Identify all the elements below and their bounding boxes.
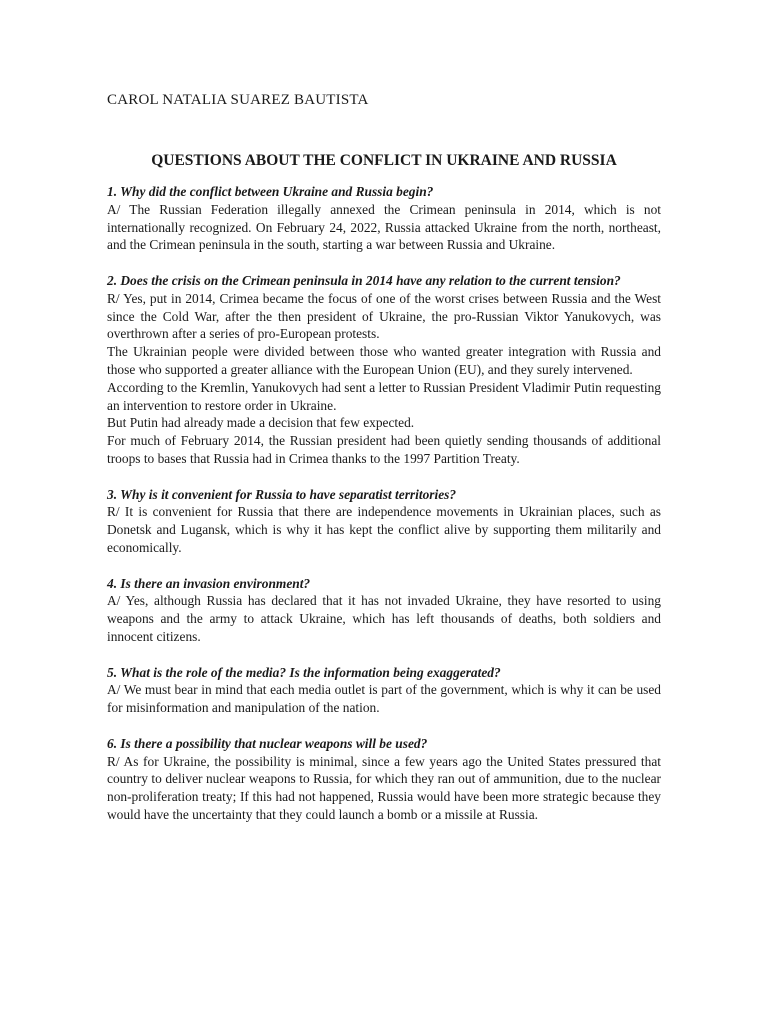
question-section-6 — [107, 735, 661, 824]
question-section-2 — [107, 272, 661, 468]
question-heading: 2. Does the crisis on the Crimean peninsula in 2014 have any relation to the current tension? — [107, 272, 621, 288]
answer-paragraph: R/ Yes, put in 2014, Crimea became the focus of one of the worst crises between Russia and the West since the Cold War, after the then president of Ukraine, the pro-Russian Viktor Yanukovych, was overthrown after a series of pro-European protests. — [107, 290, 661, 342]
page-title: QUESTIONS ABOUT THE CONFLICT IN UKRAINE AND RUSSIA — [151, 152, 617, 169]
question-section-1 — [107, 183, 661, 254]
answer-paragraph: R/ As for Ukraine, the possibility is minimal, since a few years ago the United States pressured that country to deliver nuclear weapons to Russia, for which they ran out of ammunition, due to the nuclear non-proliferation treaty; If this had not happened, Russia would have been more strategic because they would have the uncertainty that they could launch a bomb or a missile at Russia. — [107, 753, 661, 822]
question-heading: 5. What is the role of the media? Is the information being exaggerated? — [107, 664, 501, 680]
question-heading: 1. Why did the conflict between Ukraine and Russia begin? — [107, 184, 434, 199]
answer-paragraph: A/ The Russian Federation illegally annexed the Crimean peninsula in 2014, which is not internationally recognized. On February 24, 2022, Russia attacked Ukraine from the north, northeast, and the Crimean peninsula in the south, starting a war between Russia and Ukraine. — [107, 201, 661, 253]
question-heading: 3. Why is it convenient for Russia to have separatist territories? — [107, 486, 457, 502]
author-name: CAROL NATALIA SUAREZ BAUTISTA — [107, 92, 369, 108]
question-section-5 — [107, 664, 661, 717]
answer-paragraph: A/ Yes, although Russia has declared that it has not invaded Ukraine, they have resorted to using weapons and the army to attack Ukraine, which has left thousands of deaths, both soldiers and innocent citizens. — [107, 593, 661, 644]
answer-paragraph: R/ It is convenient for Russia that there are independence movements in Ukrainian places, such as Donetsk and Lugansk, which is why it has kept the conflict alive by supporting them militarily and economically. — [107, 504, 661, 555]
answer-paragraph: For much of February 2014, the Russian president had been quietly sending thousands of additional troops to bases that Russia had in Crimea thanks to the 1997 Partition Treaty. — [107, 433, 661, 466]
answer-paragraph: According to the Kremlin, Yanukovych had sent a letter to Russian President Vladimir Putin requesting an intervention to restore order in Ukraine. — [107, 379, 661, 413]
question-section-3 — [107, 486, 661, 557]
question-heading: 6. Is there a possibility that nuclear weapons will be used? — [107, 735, 428, 751]
answer-paragraph: A/ We must bear in mind that each media outlet is part of the government, which is why it can be used for misinformation and manipulation of the nation. — [107, 682, 661, 716]
questions-list — [107, 183, 661, 841]
answer-paragraph: The Ukrainian people were divided between those who wanted greater integration with Russia and those who supported a greater alliance with the European Union (EU), and they surely intervened. — [107, 344, 661, 377]
question-heading: 4. Is there an invasion environment? — [107, 575, 311, 591]
question-section-4 — [107, 575, 661, 646]
answer-paragraph: But Putin had already made a decision that few expected. — [107, 415, 415, 431]
